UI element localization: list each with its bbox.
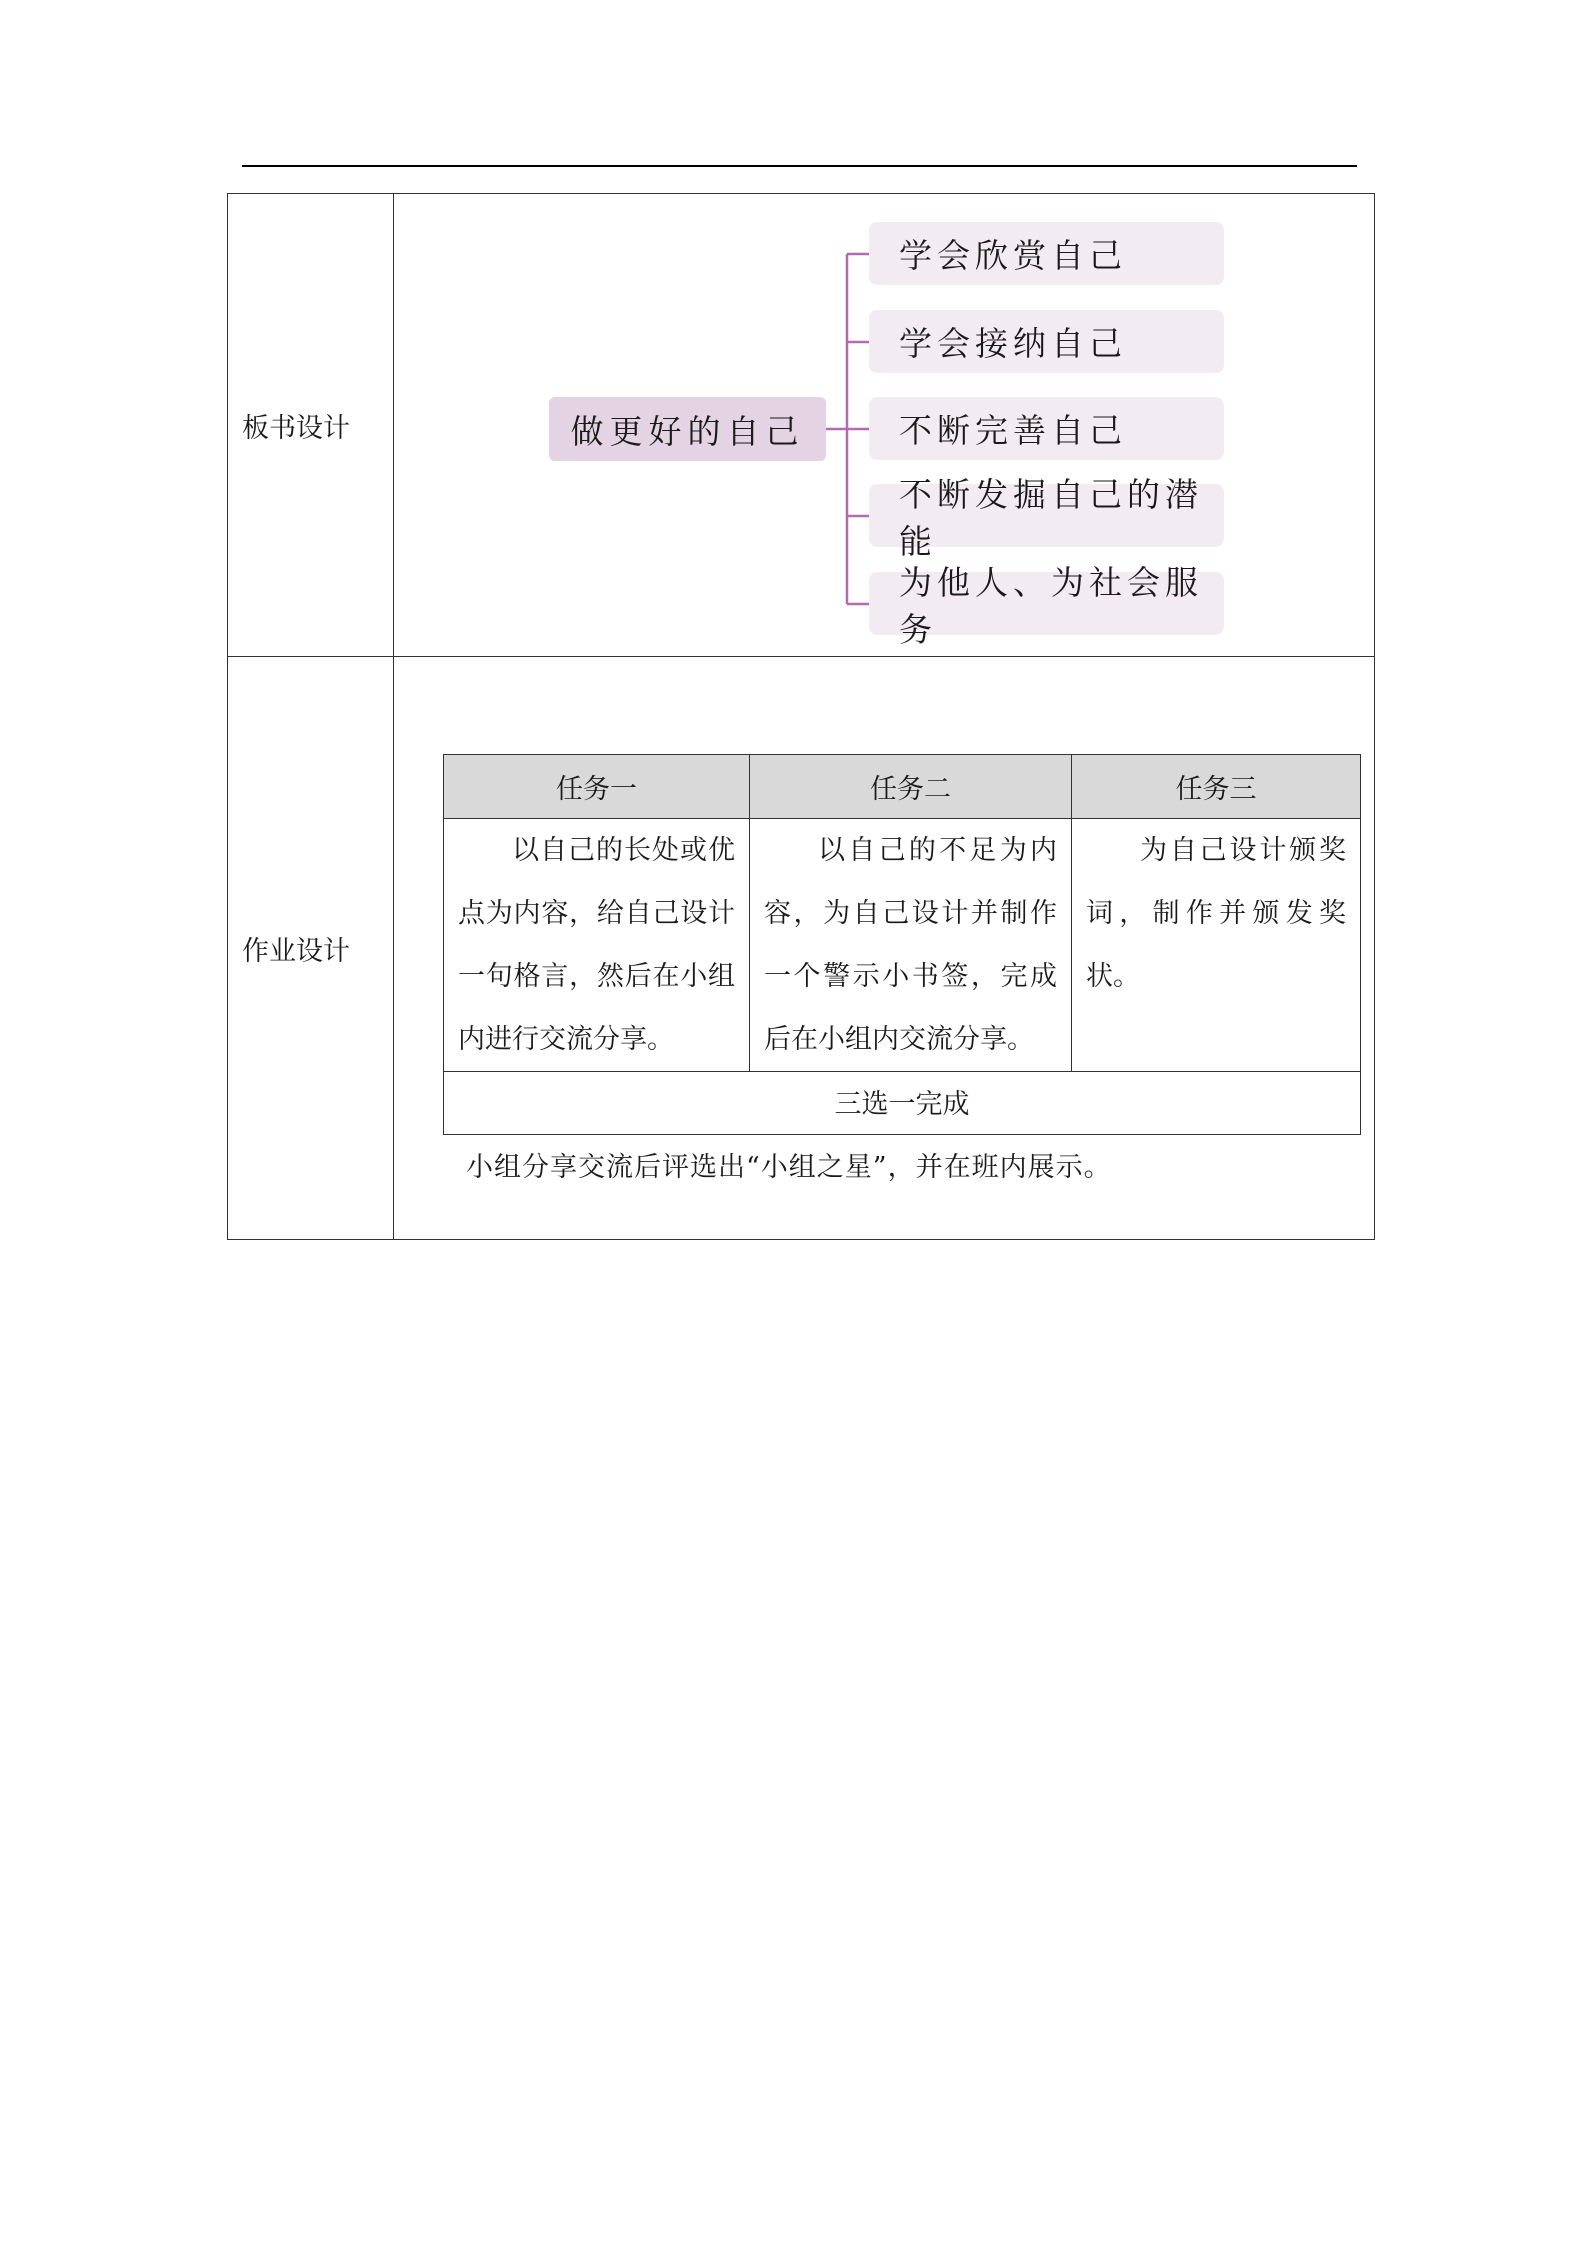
- task-footer: 三选一完成: [444, 1072, 1361, 1135]
- task-header-3: 任务三: [1072, 755, 1361, 819]
- homework-design-row: [228, 657, 1375, 1240]
- branch-node-2: 学会接纳自己: [869, 310, 1224, 373]
- branch-node-5: 为他人、为社会服务: [869, 572, 1224, 635]
- task-body-1: 以自己的长处或优点为内容，给自己设计一句格言，然后在小组内进行交流分享。: [444, 819, 750, 1072]
- branch-node-4: 不断发掘自己的潜能: [869, 484, 1224, 547]
- task-body-3: 为自己设计颁奖词，制作并颁发奖状。: [1072, 819, 1361, 1072]
- task-footer-row: [444, 1072, 1361, 1135]
- connector-lines: [826, 254, 869, 604]
- homework-design-cell: [394, 657, 1375, 1240]
- center-node: 做更好的自己: [549, 397, 826, 461]
- board-design-row: [228, 194, 1375, 657]
- task-header-1: 任务一: [444, 755, 750, 819]
- homework-note: 小组分享交流后评选出“小组之星”，并在班内展示。: [466, 1152, 1112, 1183]
- task-table: [443, 754, 1361, 1135]
- task-body-row: [444, 819, 1361, 1072]
- homework-design-label: 作业设计: [228, 657, 394, 1240]
- task-header-row: [444, 755, 1361, 819]
- task-header-2: 任务二: [750, 755, 1072, 819]
- mind-map: [394, 194, 1390, 656]
- board-design-label: 板书设计: [228, 194, 394, 657]
- branch-node-3: 不断完善自己: [869, 397, 1224, 460]
- lesson-plan-table: [227, 193, 1375, 1240]
- branch-node-1: 学会欣赏自己: [869, 222, 1224, 285]
- board-design-cell: [394, 194, 1375, 657]
- task-body-2: 以自己的不足为内容，为自己设计并制作一个警示小书签，完成后在小组内交流分享。: [750, 819, 1072, 1072]
- header-rule: [242, 165, 1357, 167]
